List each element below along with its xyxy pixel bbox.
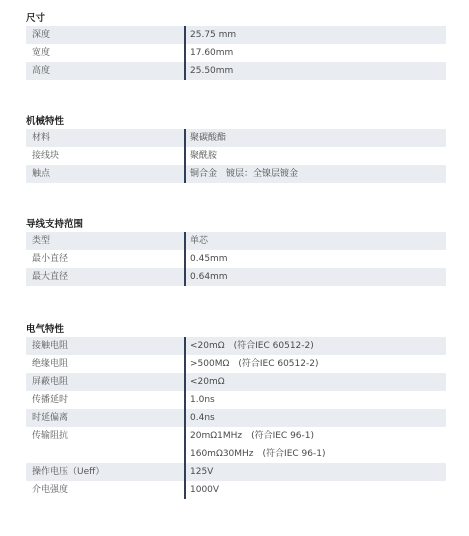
spec-key: 传输阻抗 bbox=[32, 431, 69, 441]
section-title: 尺寸 bbox=[26, 13, 46, 24]
spec-row bbox=[26, 427, 446, 445]
spec-value: 0.64mm bbox=[190, 272, 228, 282]
spec-key: 最小直径 bbox=[32, 254, 69, 264]
divider bbox=[184, 232, 186, 250]
electrical-section bbox=[26, 323, 446, 499]
spec-key: 最大直径 bbox=[32, 272, 69, 282]
spec-value: 单芯 bbox=[190, 236, 209, 246]
divider bbox=[184, 147, 186, 165]
divider bbox=[184, 337, 186, 355]
spec-value: 160mΩ30MHz (符合IEC 96-1) bbox=[190, 449, 326, 459]
mechanical-section bbox=[26, 115, 446, 183]
spec-row bbox=[26, 355, 446, 373]
spec-value: 0.4ns bbox=[190, 413, 215, 423]
divider bbox=[184, 481, 186, 499]
spec-row bbox=[26, 147, 446, 165]
spec-key: 材料 bbox=[32, 133, 51, 143]
spec-key: 传播延时 bbox=[32, 395, 69, 405]
spec-key: 接线块 bbox=[32, 151, 60, 161]
divider bbox=[184, 445, 186, 463]
spec-value: 铜合金 镀层：全镍层镀金 bbox=[190, 169, 299, 179]
spec-row bbox=[26, 129, 446, 147]
spec-value: 25.75 mm bbox=[190, 30, 237, 40]
spec-key: 屏蔽电阻 bbox=[32, 377, 69, 387]
spec-key: 深度 bbox=[32, 30, 51, 40]
divider bbox=[184, 355, 186, 373]
spec-key: 介电强度 bbox=[32, 485, 69, 495]
section-title: 电气特性 bbox=[26, 324, 65, 335]
spec-key: 触点 bbox=[32, 169, 51, 179]
section-title: 导线支持范围 bbox=[26, 219, 84, 230]
spec-value: 1.0ns bbox=[190, 395, 215, 405]
spec-row bbox=[26, 165, 446, 183]
spec-row bbox=[26, 463, 446, 481]
divider bbox=[184, 409, 186, 427]
section-title: 机械特性 bbox=[26, 116, 65, 127]
spec-key: 接触电阻 bbox=[32, 341, 69, 351]
spec-row bbox=[26, 268, 446, 286]
divider bbox=[184, 26, 186, 44]
spec-key: 高度 bbox=[32, 66, 51, 76]
spec-value: >500MΩ (符合IEC 60512-2) bbox=[190, 359, 319, 369]
spec-row bbox=[26, 391, 446, 409]
wire-range-section bbox=[26, 218, 446, 286]
spec-key: 时延偏离 bbox=[32, 413, 69, 423]
divider bbox=[184, 250, 186, 268]
spec-value: 20mΩ1MHz (符合IEC 96-1) bbox=[190, 431, 315, 441]
divider bbox=[184, 44, 186, 62]
spec-value: <20mΩ bbox=[190, 377, 225, 387]
spec-row bbox=[26, 337, 446, 355]
spec-key: 类型 bbox=[32, 236, 51, 246]
divider bbox=[184, 391, 186, 409]
spec-row bbox=[26, 445, 446, 463]
divider bbox=[184, 129, 186, 147]
spec-value: 125V bbox=[190, 467, 214, 477]
spec-row bbox=[26, 26, 446, 44]
divider bbox=[184, 373, 186, 391]
spec-value: 0.45mm bbox=[190, 254, 228, 264]
divider bbox=[184, 268, 186, 286]
divider bbox=[184, 62, 186, 80]
spec-row bbox=[26, 481, 446, 499]
spec-value: 聚碳酸酯 bbox=[190, 133, 227, 143]
divider bbox=[184, 427, 186, 445]
spec-row bbox=[26, 409, 446, 427]
spec-value: 17.60mm bbox=[190, 48, 234, 58]
spec-row bbox=[26, 62, 446, 80]
spec-key: 绝缘电阻 bbox=[32, 359, 69, 369]
spec-row bbox=[26, 373, 446, 391]
spec-row bbox=[26, 44, 446, 62]
spec-value: 25.50mm bbox=[190, 66, 234, 76]
divider bbox=[184, 165, 186, 183]
spec-key: 宽度 bbox=[32, 48, 51, 58]
divider bbox=[184, 463, 186, 481]
dimensions-section bbox=[26, 12, 446, 80]
spec-key: 操作电压（Ueff） bbox=[32, 467, 105, 477]
spec-row bbox=[26, 232, 446, 250]
spec-value: <20mΩ (符合IEC 60512-2) bbox=[190, 341, 314, 351]
spec-row bbox=[26, 250, 446, 268]
spec-value: 1000V bbox=[190, 485, 220, 495]
spec-value: 聚酰胺 bbox=[190, 151, 218, 161]
